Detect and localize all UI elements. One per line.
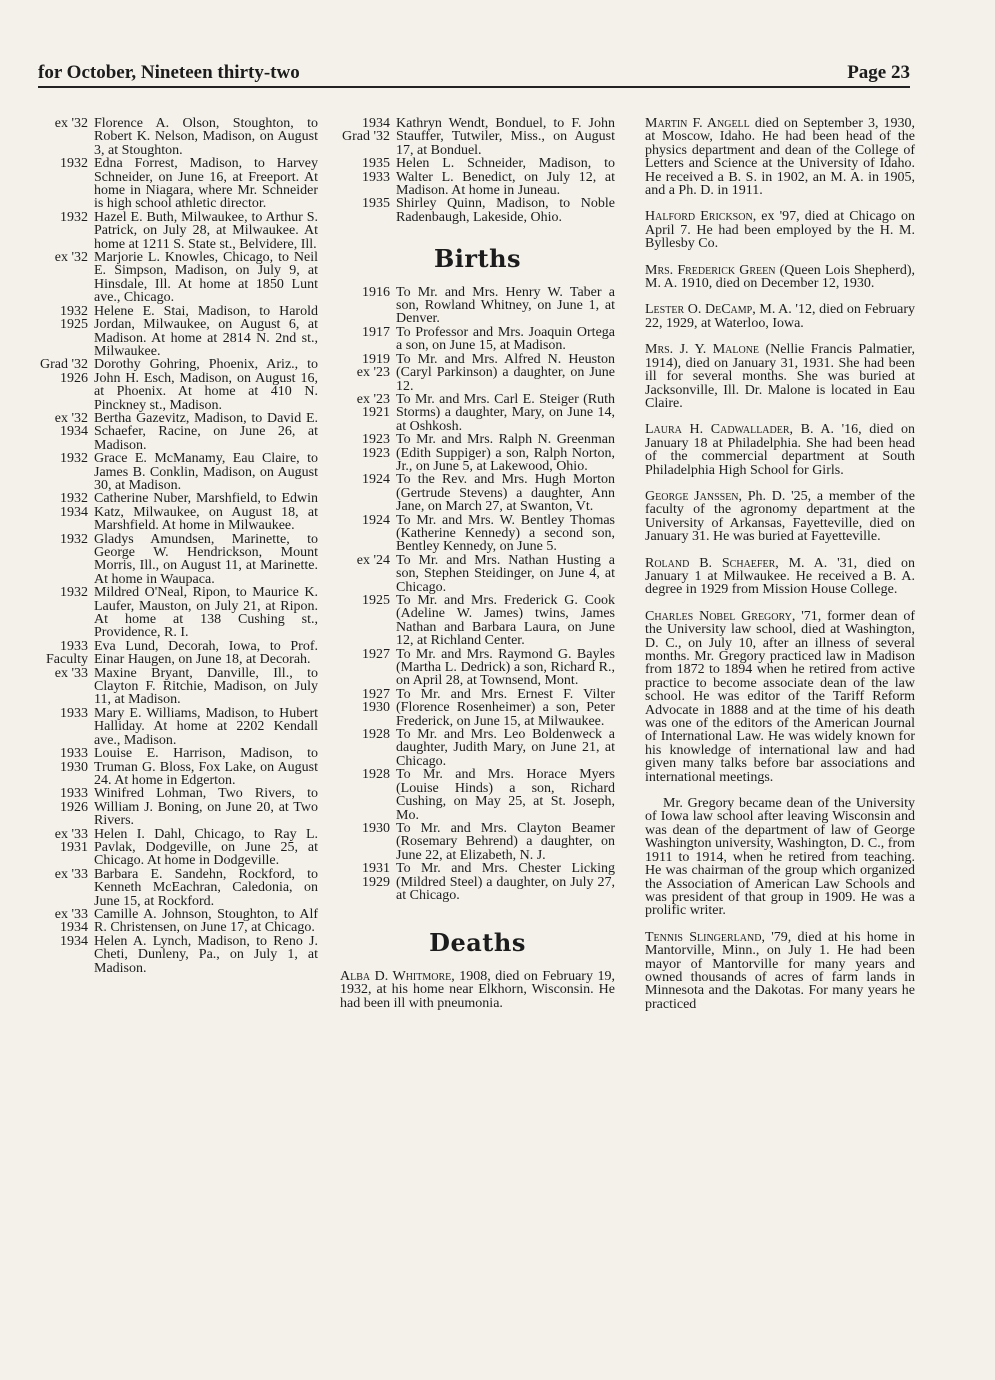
class-year: 1935 1933 [362, 156, 390, 185]
obituary-text: , 1908, died on February 19, 1932, at his home near Elkhorn, Wisconsin. He had been ill with pneumonia. [340, 968, 615, 1011]
class-year: 1932 1934 [60, 491, 88, 520]
entry-text: Mary E. Williams, Madison, to Hubert Halliday. At home at 2202 Kendall ave., Madison. [94, 705, 318, 748]
list-item [340, 353, 615, 393]
list-item [38, 640, 318, 667]
obituary-name: Martin F. Angell [645, 116, 750, 131]
entry-text: To Mr. and Mrs. Clayton Beamer (Rosemary Behrend) a daughter, on June 22, at Elizabeth, N. J. [396, 820, 615, 863]
obituary [645, 343, 915, 410]
obituary [645, 303, 915, 330]
list-item [38, 358, 318, 412]
entry-text: Kathryn Wendt, Bonduel, to F. John Stauffer, Tutwiler, Miss., on August 17, at Bonduel. [396, 116, 615, 158]
class-year: Grad '32 1926 [39, 357, 88, 386]
class-year: 1932 [60, 156, 88, 172]
entry-text: Camille A. Johnson, Stoughton, to Alf R. Christensen, on June 17, at Chicago. [94, 906, 318, 936]
obituary-text: , Ph. D. '25, a member of the faculty of the agronomy department at the University of Arkansas, Fayetteville, died on January 31. He was buried at Fayetteville. [645, 488, 915, 545]
class-year: ex '32 [54, 250, 88, 266]
entry-text: Winifred Lohman, Two Rivers, to William J. Boning, on June 20, at Two Rivers. [94, 786, 318, 829]
class-year: 1919 ex '23 [356, 351, 390, 381]
class-year: 1923 1923 [362, 432, 390, 461]
entry-text: To Mr. and Mrs. Carl E. Steiger (Ruth Storms) a daughter, Mary, on June 14, at Oshkosh. [396, 391, 615, 434]
list-item [340, 117, 615, 157]
class-year: ex '33 1934 [54, 906, 88, 936]
class-year: 1933 1930 [60, 746, 88, 775]
class-year: 1934 Grad '32 [341, 116, 390, 145]
obituary-name: Halford Erickson [645, 209, 753, 225]
entry-text: Eva Lund, Decorah, Iowa, to Prof. Einar Haugen, on June 18, at Decorah. [94, 638, 318, 668]
obituary-name: Alba D. Whitmore [340, 968, 452, 984]
list-item [38, 586, 318, 640]
header-page-number: Page 23 [847, 62, 910, 83]
obituary-text: (Nellie Francis Palmatier, 1914), died on January 31, 1931. She had been ill for several months. She was buried at Jacksonville, Ill. Dr. Malone is located in Eau Claire. [645, 342, 916, 411]
list-item [38, 211, 318, 251]
class-year: ex '24 [356, 552, 390, 568]
list-item [340, 473, 615, 513]
class-year: 1933 [60, 705, 88, 721]
class-year: 1927 [362, 646, 390, 662]
obituary [645, 490, 915, 544]
list-item [38, 935, 318, 975]
class-year: ex '32 [54, 116, 88, 131]
list-item [340, 514, 615, 554]
entry-text: Florence A. Olson, Stoughton, to Robert K. Nelson, Madison, on August 3, at Stoughton. [94, 116, 318, 158]
class-year: 1927 1930 [362, 686, 390, 716]
entry-text: To Mr. and Mrs. Alfred N. Heuston (Caryl Parkinson) a daughter, on June 12. [396, 351, 615, 394]
obituary [645, 931, 915, 1011]
entry-text: Louise E. Harrison, Madison, to Truman G. Bloss, Fox Lake, on August 24. At home in Edgerton. [94, 746, 318, 788]
class-year: 1931 1929 [362, 861, 390, 890]
class-year: 1928 [362, 767, 390, 783]
list-item [38, 787, 318, 827]
list-item [38, 251, 318, 305]
obituary-text: , B. A. '16, died on January 18 at Philadelphia. She had been head of the commercial department at South Philadelphia High School for Girls. [645, 422, 915, 478]
entry-text: To Mr. and Mrs. Frederick G. Cook (Adeline W. James) twins, James Nathan and Barbara Laura, on June 12, at Richland Center. [396, 593, 615, 649]
obituary-text: , M. A. '12, died on February 22, 1929, at Waterloo, Iowa. [645, 302, 916, 331]
list-item [340, 728, 615, 768]
obituary-name: Roland B. Schaefer [645, 555, 776, 571]
obituary [645, 210, 915, 250]
entry-text: To Mr. and Mrs. Ernest F. Vilter (Florence Rosenheimer) a son, Peter Frederick, on June 15, at Milwaukee. [396, 686, 615, 729]
entry-text: To Mr. and Mrs. Chester Licking (Mildred Steel) a daughter, on July 27, at Chicago. [396, 861, 615, 903]
entry-text: Grace E. McManamy, Eau Claire, to James B. Conklin, Madison, on August 30, at Madison. [94, 451, 318, 493]
class-year: 1932 [60, 451, 88, 467]
list-item [38, 117, 318, 157]
class-year: ex '32 1934 [54, 410, 88, 440]
entry-text: To Mr. and Mrs. Raymond G. Bayles (Martha L. Dedrick) a son, Richard R., on April 28, at Townsend, Mont. [396, 646, 615, 689]
entry-text: Helen L. Schneider, Madison, to Walter L. Benedict, on July 12, at Madison. At home in Juneau. [396, 156, 615, 199]
class-year: 1924 [362, 512, 390, 528]
list-item [340, 393, 615, 433]
class-year: 1932 [60, 585, 88, 601]
obituary-name: Laura H. Cadwallader [645, 422, 790, 438]
class-year: 1933 Faculty [46, 638, 88, 668]
list-item [38, 492, 318, 532]
list-item [38, 667, 318, 707]
list-item [38, 452, 318, 492]
class-year: ex '33 [54, 665, 88, 681]
list-item [340, 157, 615, 197]
column-deaths [645, 117, 915, 1024]
entry-text: Dorothy Gohring, Phoenix, Ariz., to John H. Esch, Madison, on August 16, at Phoenix. At home at 410 N. Pinckney st., Madison. [94, 357, 318, 413]
class-year: 1932 1925 [60, 303, 88, 333]
entry-text: Hazel E. Buth, Milwaukee, to Arthur S. Patrick, on July 28, at Milwaukee. At home at 1211 S. State st., Belvidere, Ill. [94, 209, 318, 252]
class-year: ex '33 1931 [54, 826, 88, 855]
class-year: 1924 [362, 472, 390, 488]
list-item [340, 594, 615, 648]
class-year: 1932 [60, 209, 88, 225]
class-year: ex '23 1921 [356, 391, 390, 421]
obituary-name: Mrs. Frederick Green [645, 262, 776, 278]
obituary-name: Mrs. J. Y. Malone [645, 342, 760, 358]
list-item [340, 822, 615, 862]
class-year: 1916 [362, 284, 390, 300]
obituary-text: died on September 3, 1930, at Moscow, Idaho. He had been head of the physics department and dean of the College of Letters and Science at the University of Idaho. He received a B. S. in 1902, an M. A. in 1905, and a Ph. D. in 1911. [645, 116, 915, 199]
entry-text: To Mr. and Mrs. Leo Boldenweck a daughter, Judith Mary, on June 21, at Chicago. [396, 727, 615, 769]
list-item [38, 707, 318, 747]
entry-text: To Mr. and Mrs. W. Bentley Thomas (Katherine Kennedy) a second son, Bentley Kennedy, on June 5. [396, 512, 615, 555]
class-year: 1932 [60, 531, 88, 547]
list-item [340, 648, 615, 688]
list-item [340, 433, 615, 473]
entry-text: Bertha Gazevitz, Madison, to David E. Schaefer, Racine, on June 26, at Madison. [94, 410, 318, 453]
list-item [340, 286, 615, 326]
list-item [38, 908, 318, 935]
obituary-text: Mr. Gregory became dean of the University of Iowa law school after leaving Wisconsin and was dean of the department of law of George Washington university, Washington, D. C., from 1911 to 1914, when he retired from teaching. He was chairman of the group which organized the Association of American Law Schools and was president of that group in 1909. He was a prolific writer. [645, 796, 915, 919]
class-year: 1928 [362, 727, 390, 743]
births-heading: Births [433, 244, 522, 274]
list-item [38, 747, 318, 787]
list-item [340, 197, 615, 224]
obituary-text: , '71, former dean of the University law school, died at Washington, D. C., on July 10, after an illness of several months. Mr. Gregory practiced law in Madison from 1872 to 1894 when he retired from active practice to become associate dean of the law school. He was editor of the Tariff Reform Advocate in 1888 and at the time of his death was one of the editors of the American Journal of International Law. He was widely known for his knowledge of international law and had given many talks before bar associations and international meetings. [645, 608, 916, 785]
obituary-text: , ex '97, died at Chicago on April 7. He had been employed by the H. M. Byllesby Co. [645, 209, 915, 252]
obituary-name: Tennis Slingerland [645, 929, 762, 945]
list-item [340, 688, 615, 728]
class-year: 1935 [362, 196, 390, 212]
marriages-continued [340, 117, 615, 224]
entry-text: Marjorie L. Knowles, Chicago, to Neil E. Simpson, Madison, on July 9, at Hinsdale, Ill. At home at 1850 Lunt ave., Chicago. [94, 250, 318, 306]
entry-text: Maxine Bryant, Danville, Ill., to Clayton F. Ritchie, Madison, on July 11, at Madison. [94, 665, 318, 708]
obituary-name: George Janssen [645, 488, 739, 504]
list-item [340, 768, 615, 822]
entry-text: To Mr. and Mrs. Ralph N. Greenman (Edith Suppiger) a son, Ralph Norton, Jr., on June 5, at Lakewood, Ohio. [396, 432, 615, 474]
list-item [38, 412, 318, 452]
obituary-name: Lester O. DeCamp [645, 302, 753, 318]
list-item [340, 862, 615, 902]
list-item [38, 533, 318, 587]
obituary [340, 970, 615, 1010]
class-year: 1930 [362, 820, 390, 836]
obituary-text: , M. A. '31, died on January 1 at Milwaukee. He received a B. A. degree in 1929 from Mission House College. [645, 555, 915, 598]
entry-text: To Mr. and Mrs. Nathan Husting a son, Stephen Steidinger, on June 4, at Chicago. [396, 552, 615, 595]
list-item [340, 326, 615, 353]
column-marriages-1 [38, 117, 318, 975]
header-issue-date: for October, Nineteen thirty-two [38, 62, 300, 83]
entry-text: Shirley Quinn, Madison, to Noble Radenbaugh, Lakeside, Ohio. [396, 196, 615, 225]
entry-text: To Mr. and Mrs. Henry W. Taber a son, Rowland Whitney, on June 1, at Denver. [396, 284, 615, 327]
deaths-list-col2 [340, 970, 615, 1010]
entry-text: Helene E. Stai, Madison, to Harold Jordan, Milwaukee, on August 6, at Madison. At home at 2814 N. 2nd st., Milwaukee. [94, 303, 318, 359]
list-item [38, 828, 318, 868]
entry-text: Helen A. Lynch, Madison, to Reno J. Cheti, Dunleny, Pa., on July 1, at Madison. [94, 933, 318, 976]
class-year: ex '33 [54, 866, 88, 882]
entry-text: To the Rev. and Mrs. Hugh Morton (Gertrude Stevens) a daughter, Ann Jane, on March 27, at Swanton, Vt. [396, 472, 615, 515]
obituary-text: , '79, died at his home in Mantorville, Minn., on July 1. He had been mayor of Mantorville for many years and owned thousands of acres of farm lands in Minnesota and the Dakotas. For many years he practiced [645, 929, 916, 1012]
column-marriages-births-deaths [340, 117, 615, 1022]
list-item [38, 305, 318, 359]
list-item [38, 868, 318, 908]
class-year: 1933 1926 [60, 786, 88, 815]
obituary [645, 423, 915, 477]
obituary [645, 117, 915, 197]
page-header [38, 62, 910, 88]
class-year: 1934 [60, 933, 88, 949]
class-year: 1917 [362, 324, 390, 340]
entry-text: Catherine Nuber, Marshfield, to Edwin Katz, Milwaukee, on August 18, at Marshfield. At home in Milwaukee. [94, 491, 318, 534]
obituary [645, 797, 915, 918]
class-year: 1925 [362, 593, 390, 608]
entry-text: Barbara E. Sandehn, Rockford, to Kenneth McEachran, Caledonia, on June 15, at Rockford. [94, 866, 318, 909]
entry-text: Helen I. Dahl, Chicago, to Ray L. Pavlak, Dodgeville, on June 25, at Chicago. At home in Dodgeville. [94, 826, 318, 869]
obituary [645, 264, 915, 291]
deaths-heading: Deaths [429, 928, 526, 958]
entry-text: Mildred O'Neal, Ripon, to Maurice K. Laufer, Mauston, on July 21, at Ripon. At home at 138 Cushing st., Providence, R. I. [94, 585, 318, 641]
obituary-text: (Queen Lois Shepherd), M. A. 1910, died on December 12, 1930. [645, 262, 915, 292]
list-item [340, 554, 615, 594]
entry-text: Edna Forrest, Madison, to Harvey Schneider, on June 16, at Freeport. At home in Niagara, where Mr. Schneider is high school athletic director. [94, 156, 318, 212]
obituary [645, 610, 915, 784]
entry-text: Gladys Amundsen, Marinette, to George W. Hendrickson, Mount Morris, Ill., on August 11, at Marinette. At home in Waupaca. [94, 531, 318, 587]
obituary-name: Charles Nobel Gregory [645, 608, 792, 624]
list-item [38, 157, 318, 211]
entry-text: To Mr. and Mrs. Horace Myers (Louise Hinds) a son, Richard Cushing, on May 25, at St. Joseph, Mo. [396, 767, 615, 823]
obituary [645, 557, 915, 597]
births-list [340, 286, 615, 903]
entry-text: To Professor and Mrs. Joaquin Ortega a son, on June 15, at Madison. [396, 324, 615, 354]
